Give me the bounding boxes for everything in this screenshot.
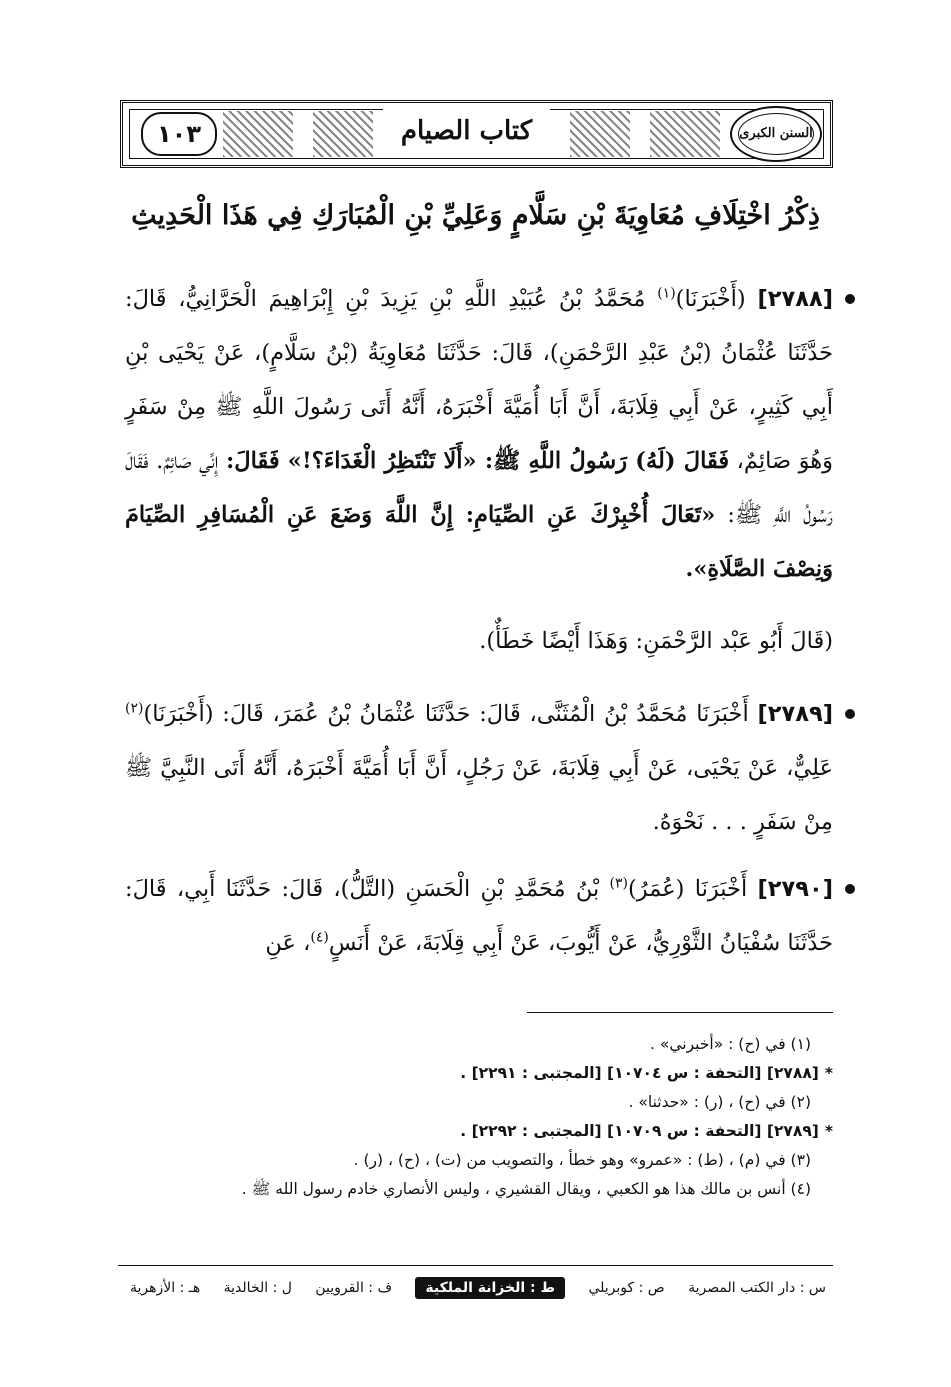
hadith-number: [٢٧٨٩] <box>757 701 833 727</box>
footnote-divider <box>527 1012 833 1013</box>
bullet-icon <box>845 709 855 719</box>
hadith-text-bold: فَقَالَ (لَهُ) رَسُولُ اللَّهِ ﷺ: «أَلَا تَنْتَظِرُ الْغَدَاءَ؟!» فَقَالَ: <box>225 448 730 474</box>
chapter-title: ذِكْرُ اخْتِلَافِ مُعَاوِيَةَ بْنِ سَلَّامٍ وَعَلِيِّ بْنِ الْمُبَارَكِ فِي هَذَا الْحَدِيثِ <box>131 200 820 231</box>
siglum: هـ : الأزهرية <box>130 1280 201 1296</box>
bullet-icon <box>845 294 855 304</box>
hadith-intro: أَخْبَرَنَا <box>696 701 749 727</box>
footnote-source: *[٢٧٨٨] [التحفة : س ١٠٧٠٤] [المجتبى : ٢٢٩١] . <box>460 1064 833 1082</box>
siglum: ف : القرويين <box>315 1280 392 1296</box>
hadith-2790 <box>125 862 833 970</box>
footnotes <box>125 1030 833 1204</box>
siglum: س : دار الكتب المصرية <box>688 1280 826 1296</box>
hadith-text: عَلِيٌّ، عَنْ يَحْيَى، عَنْ أَبِي قِلَابَةَ، عَنْ رَجُلٍ، أَنَّ أَبَا أُمَيَّةَ أَخْبَرَهُ، أَنَّهُ أَتَى النَّبِيَّ ﷺ مِنْ سَفَرٍ . . . نَحْوَهُ. <box>125 755 833 835</box>
sigla-divider <box>118 1265 833 1266</box>
footnote-source: *[٢٧٨٩] [التحفة : س ١٠٧٠٩] [المجتبى : ٢٢٩٢] . <box>460 1122 833 1140</box>
ornament-pattern <box>223 111 293 157</box>
footnote: (٣) في (م) ، (ط) : «عمرو» وهو خطأ ، والتصويب من (ت) ، (ح) ، (ر) . <box>353 1151 811 1169</box>
siglum-highlighted: ط : الخزانة الملكية <box>415 1277 565 1299</box>
hadith-intro: أَخْبَرَنَا <box>694 876 748 902</box>
hadith-text: (عُمَرُ) <box>628 876 685 902</box>
page-number: ١٠٣ <box>141 112 217 156</box>
ornament-pattern <box>570 111 630 157</box>
footnote-ref: (٢) <box>125 700 144 717</box>
seal-label: السنن الكبرى <box>738 113 814 155</box>
footnote-ref: (٣) <box>609 875 629 892</box>
siglum: ل : الخالدية <box>223 1280 292 1296</box>
hadith-2789 <box>125 687 833 849</box>
ornament-pattern <box>650 111 720 157</box>
asterisk-icon: * <box>824 1122 833 1140</box>
footnote-ref: (١) <box>657 285 676 302</box>
hadith-text: إِنِّي صَائِمٌ. فَقَالَ رَسُولُ اللَّهِ ﷺ: <box>125 448 833 528</box>
hadith-2788 <box>125 272 833 596</box>
book-seal-logo <box>730 106 822 162</box>
hadith-number: [٢٧٨٨] <box>757 286 834 312</box>
hadith-text: ، عَنِ <box>265 930 311 956</box>
footnote: (٢) في (ح) ، (ر) : «حدثنا» . <box>628 1093 811 1111</box>
hadith-number: [٢٧٩٠] <box>757 876 834 902</box>
footnote: (٤) أنس بن مالك هذا هو الكعبي ، ويقال القشيري ، وليس الأنصاري خادم رسول الله ﷺ . <box>241 1180 811 1198</box>
asterisk-icon: * <box>824 1064 833 1082</box>
footnote: (١) في (ح) : «أخبرني» . <box>650 1035 811 1053</box>
hadith-text: مُحَمَّدُ بْنُ الْمُثَنَّى، قَالَ: حَدَّثَنَا عُثْمَانُ بْنُ عُمَرَ، قَالَ: (أَخْبَرَنَا) <box>143 701 688 727</box>
hadith-text: بْنُ مُحَمَّدِ بْنِ الْحَسَنِ (التَّلُّ)، قَالَ: حَدَّثَنَا أَبِي، قَالَ: حَدَّثَنَا سُفْيَانُ الثَّوْرِيُّ، عَنْ أَيُّوبَ، عَنْ أَبِي قِلَابَةَ، عَنْ أَنَسٍ <box>125 876 833 956</box>
manuscript-sigla <box>130 1273 826 1303</box>
hadith-text-bold: «تَعَالَ أُخْبِرْكَ عَنِ الصِّيَامِ: إِنَّ اللَّهَ وَضَعَ عَنِ الْمُسَافِرِ الصِّيَامَ وَنِصْفَ الصَّلَاةِ». <box>125 502 833 582</box>
page-header <box>120 100 833 168</box>
book-title: كتاب الصيام <box>383 109 550 153</box>
bullet-icon <box>845 884 855 894</box>
hadith-intro: (أَخْبَرَنَا) <box>675 286 746 312</box>
hadith-text: مُحَمَّدُ بْنُ عُبَيْدِ اللَّهِ بْنِ يَزِيدَ بْنِ إِبْرَاهِيمَ الْحَرَّانِيُّ، قَالَ: حَدَّثَنَا عُثْمَانُ (بْنُ عَبْدِ الرَّحْمَنِ)، قَالَ: حَدَّثَنَا مُعَاوِيَةُ (بْنُ سَلَّامٍ)، عَنْ يَحْيَى بْنِ أَبِي كَثِيرٍ، عَنْ أَبِي قِلَابَةَ، أَنَّ أَبَا أُمَيَّةَ أَخْبَرَهُ، أَنَّهُ أَتَى رَسُولَ اللَّهِ ﷺ مِنْ سَفَرٍ وَهُوَ صَائِمٌ، <box>125 286 833 474</box>
ornament-pattern <box>313 111 373 157</box>
footnote-ref: (٤) <box>310 929 329 946</box>
siglum: ص : كوبريلي <box>588 1280 665 1296</box>
editor-note: (قَالَ أَبُو عَبْد الرَّحْمَنِ: وَهَذَا أَيْضًا خَطَأٌ). <box>479 628 833 654</box>
